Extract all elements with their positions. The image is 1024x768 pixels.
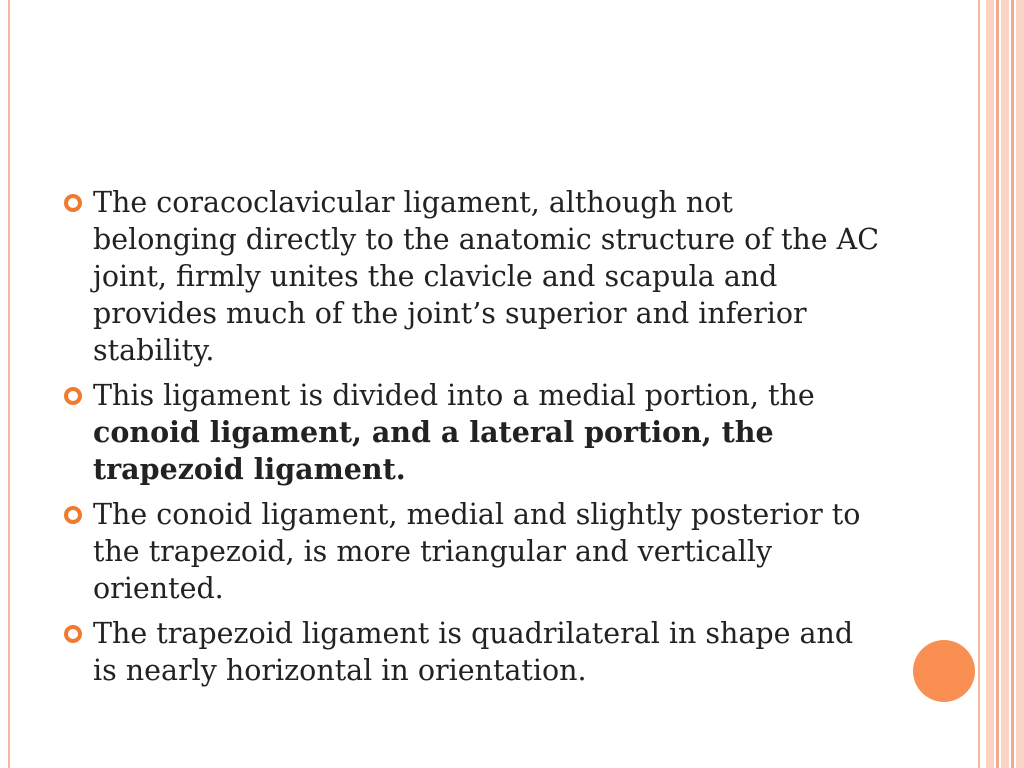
- right-stripe: [986, 0, 994, 768]
- bullet-icon: [64, 625, 82, 643]
- bullet-item: [62, 496, 882, 607]
- bullet-list: [62, 184, 882, 697]
- bullet-text-bold: conoid ligament, and a lateral portion, the trapezoid ligament.: [93, 415, 774, 486]
- bullet-icon: [64, 194, 82, 212]
- bullet-item: [62, 184, 882, 369]
- bullet-item: [62, 615, 882, 689]
- right-stripe: [978, 0, 980, 768]
- right-stripe: [996, 0, 999, 768]
- bullet-text: The conoid ligament, medial and slightly posterior to the trapezoid, is more triangular and vertically oriented.: [93, 498, 861, 605]
- bullet-icon: [64, 387, 82, 405]
- right-stripe: [1001, 0, 1009, 768]
- right-stripe: [1016, 0, 1024, 768]
- bullet-text: The trapezoid ligament is quadrilateral in shape and is nearly horizontal in orientation.: [93, 617, 854, 687]
- orange-circle-icon: [913, 640, 975, 702]
- bullet-text: The coracoclavicular ligament, although not belonging directly to the anatomic structure of the AC joint, firmly unites the clavicle and scapula and provides much of the joint’s superior and inferior stability.: [93, 186, 880, 367]
- right-stripe: [1011, 0, 1014, 768]
- left-border-line: [8, 0, 10, 768]
- bullet-text: This ligament is divided into a medial portion, the: [93, 379, 815, 412]
- bullet-item: [62, 377, 882, 488]
- bullet-icon: [64, 506, 82, 524]
